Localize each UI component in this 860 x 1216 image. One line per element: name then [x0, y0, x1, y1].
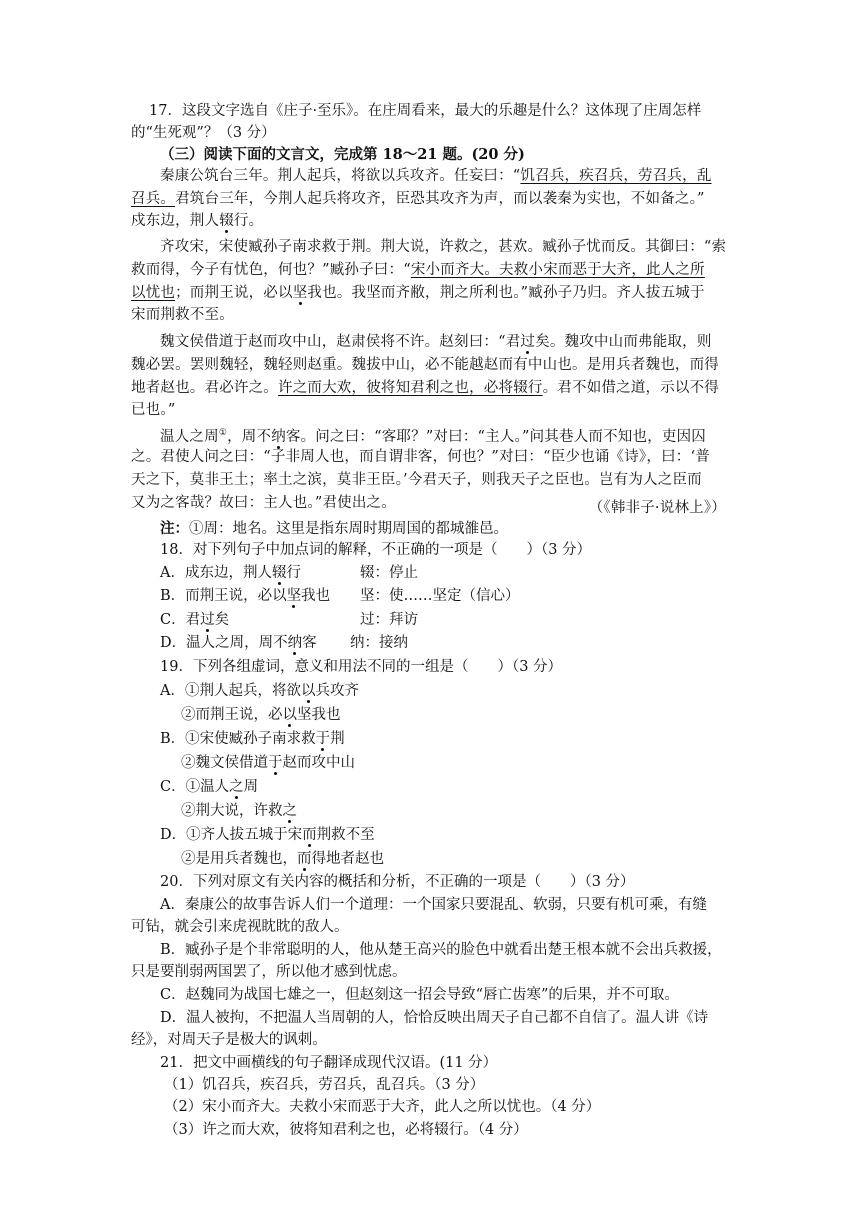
q18-option-d: D．温人之周，周不纳客 纳：接纳 [160, 635, 408, 651]
passage-p4-line-1: 温人之周①，周不纳客。问之曰：“客耶？”对曰：“主人。”问其巷人而不知也，吏因囚 [160, 428, 707, 445]
dotted-word: 坚 [292, 285, 308, 301]
passage-p2-line-2: 救而得，今子有忧色，何也？”臧孙子曰：“宋小而齐大。夫救小宋而恶于大齐，此人之所 [131, 262, 705, 278]
dotted-word: 之 [282, 803, 297, 819]
dotted-word: 之 [229, 779, 244, 795]
q18-option-a: A．成东边，荆人辍行 辍：停止 [160, 565, 418, 581]
dotted-word: 辍 [271, 565, 287, 581]
q20-b-line-2: 只是要削弱两国罢了，所以他才感到忧虑。 [131, 964, 407, 980]
dotted-word: 而 [297, 851, 312, 867]
q20-d-line-1: D．温人被拘，不把温人当周朝的人，恰恰反映出周天子自己都不自信了。温人讲《诗 [160, 1010, 709, 1026]
passage-p4-line-2: 之。君使人问之曰：“子非周人也，而自谓非客，何也？”对曰：“臣少也诵《诗》，曰：‘普 [131, 449, 710, 465]
passage-p4-line-4: 又为之客哉？故曰：主人也。”君使出之。 [131, 495, 396, 511]
section-3-title: （三）阅读下面的文言文，完成第 18～21 题。(20 分) [160, 146, 525, 163]
dotted-word: 过 [520, 334, 536, 350]
passage-p1-line-1: 秦康公筑台三年。荆人起兵，将欲以兵攻齐。任妄曰：“饥召兵，疾召兵，劳召兵，乱 [160, 168, 712, 184]
q18-option-b: B．而荆王说，必以坚我也 坚：使……坚定（信心） [160, 588, 520, 604]
q20-c-line-1: C．赵魏同为战国七雄之一，但赵刻这一招会导致“唇亡齿寒”的后果，并不可取。 [160, 987, 679, 1003]
q19-b1: B．①宋使臧孙子南求救于荆 [160, 731, 345, 747]
underlined-sentence-3: 许之而大欢，彼将知君利之也，必将辍行 [278, 380, 543, 396]
q19-a1: A．①荆人起兵，将欲以兵攻齐 [160, 683, 359, 699]
passage-p2-line-1: 齐攻宋，宋使臧孙子南求救于荆。荆大说，许救之，甚欢。臧孙子忧而反。其御曰：“索 [160, 239, 727, 255]
passage-p3-line-4: 已也。” [131, 402, 176, 418]
passage-p2-line-4: 宋而荆救不至。 [131, 307, 234, 323]
dotted-word: 坚 [286, 588, 302, 604]
q18-stem: 18．对下列句子中加点词的解释，不正确的一项是（ ）（3 分） [160, 542, 592, 558]
q19-b2: ②魏文侯借道于赵而攻中山 [181, 755, 355, 771]
q20-b-line-1: B．臧孙子是个非常聪明的人，他从楚王高兴的脸色中就看出楚王根本就不会出兵救援， [160, 942, 722, 958]
passage-p3-line-2: 魏必罢。罢则魏轻，魏轻则赵重。魏拔中山，必不能越赵而有中山也。是用兵者魏也，而得 [131, 357, 719, 373]
q21-item-1: （1）饥召兵，疾召兵，劳召兵，乱召兵。（3 分） [164, 1077, 485, 1093]
q21-item-3: （3）许之而大欢，彼将知君利之也，必将辍行。（4 分） [164, 1122, 528, 1138]
passage-p1-line-2: 召兵。君筑台三年，今荆人起兵将攻齐，臣恐其攻齐为声，而以袭秦为实也，不如备之。” [131, 191, 705, 207]
dotted-word: 纳 [287, 635, 303, 651]
dotted-word: 以 [282, 707, 297, 723]
underlined-sentence-2: 宋小而齐大。夫救小宋而恶于大齐，此人之所 [410, 262, 705, 278]
dotted-word: 而 [302, 827, 317, 843]
q21-item-2: （2）宋小而齐大。夫救小宋而恶于大齐，此人之所以忧也。（4 分） [164, 1099, 601, 1115]
footnote-label: 注： [160, 520, 189, 537]
q19-d2: ②是用兵者魏也，而得地者赵也 [181, 851, 384, 867]
q19-c2: ②荆大说，许救之 [181, 803, 297, 819]
q19-stem: 19．下列各组虚词，意义和用法不同的一组是（ ）（3 分） [160, 659, 563, 675]
passage-p4-line-3: 天之下，莫非王土；率土之滨，莫非王臣。’今君天子，则我天子之臣也。岂有为人之臣而 [131, 472, 702, 488]
q21-stem: 21．把文中画横线的句子翻译成现代汉语。(11 分） [160, 1055, 498, 1071]
dotted-word: 辍 [219, 213, 234, 229]
q20-a-line-1: A．秦康公的故事告诉人们一个道理：一个国家只要混乱、软弱，只要有机可乘，有缝 [160, 897, 707, 913]
underlined-sentence-2-end: 以忧也 [131, 285, 176, 301]
q20-a-line-2: 可钻，就会引来虎视眈眈的敌人。 [131, 919, 349, 935]
q20-stem: 20．下列对原文有关内容的概括和分析，不正确的一项是（ ）（3 分） [160, 874, 635, 890]
passage-p3-line-3: 地者赵也。君必许之。许之而大欢，彼将知君利之也，必将辍行。君不如借之道，示以不得 [131, 380, 720, 396]
dotted-word: 以 [300, 683, 316, 699]
underlined-sentence-1-end: 召兵。 [131, 191, 176, 207]
footnote: 注：①周：地名。这里是指东周时期周国的都城雒邑。 [160, 520, 508, 537]
passage-p3-line-1: 魏文侯借道于赵而攻中山，赵肃侯将不许。赵刻曰：“君过矣。魏攻中山而弗能取，则 [160, 334, 712, 350]
passage-source: （《韩非子·说林上》） [588, 500, 726, 516]
passage-p1-line-3: 戍东边，荆人辍行。 [131, 213, 264, 229]
q19-c1: C．①温人之周 [160, 779, 259, 795]
passage-p2-line-3: 以忧也；而荆王说，必以坚我也。我坚而齐敝，荆之所利也。”臧孙子乃归。齐人拔五城于 [131, 285, 705, 301]
dotted-word: 纳 [271, 428, 286, 445]
q17-line-2: 的“生死观”？（3 分） [131, 125, 276, 141]
q19-d1: D．①齐人拔五城于宋而荆救不至 [160, 827, 375, 843]
q20-d-line-2: 经》，对周天子是极大的讽刺。 [131, 1032, 327, 1048]
q17-line-1: 17．这段文字选自《庄子·至乐》。在庄周看来，最大的乐趣是什么？这体现了庄周怎样 [149, 103, 702, 119]
underlined-sentence-1: 饥召兵，疾召兵，劳召兵，乱 [520, 168, 712, 184]
q18-option-c: C．君过矣 过：拜访 [160, 612, 418, 628]
q19-a2: ②而荆王说，必以坚我也 [181, 707, 341, 723]
dotted-word: 于 [268, 755, 283, 771]
dotted-word: 于 [315, 731, 331, 747]
footnote-marker: ① [218, 428, 228, 438]
dotted-word: 过 [200, 612, 215, 628]
